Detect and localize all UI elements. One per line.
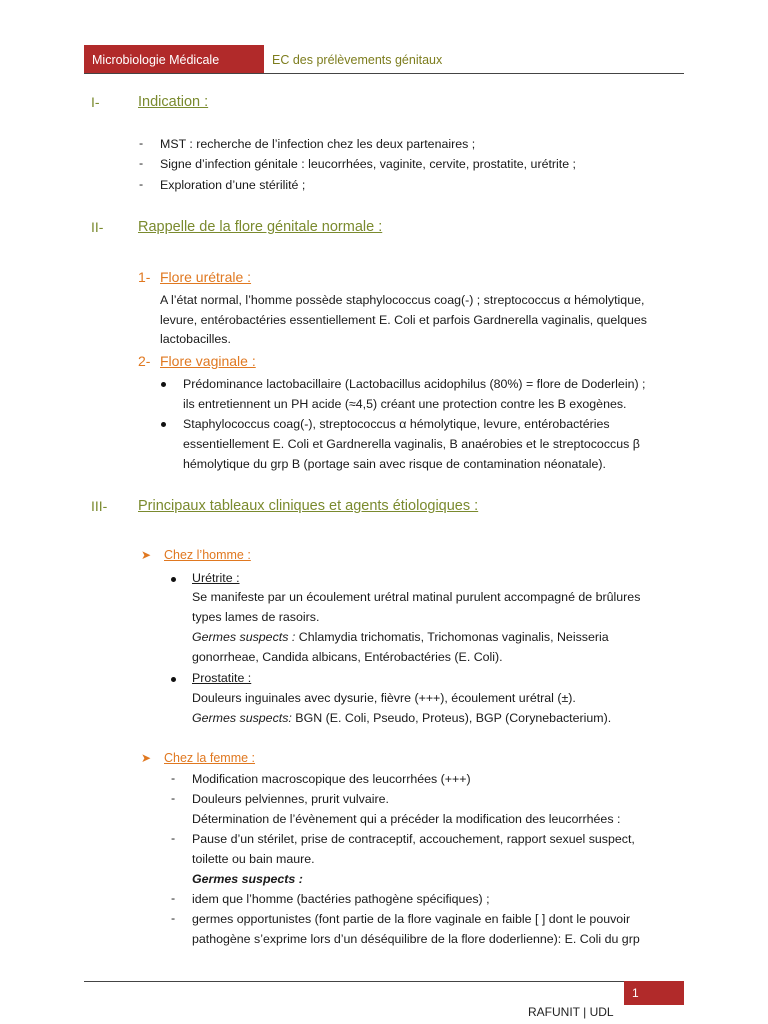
- femme-line-3: Détermination de l’évènement qui a précéder la modification des leucorrhées :: [192, 812, 621, 826]
- footer-divider: [84, 981, 684, 982]
- arrow-bullet-icon: ➤: [141, 548, 152, 562]
- page-number: 1: [624, 981, 684, 1005]
- section-2-title: Rappelle de la flore génitale normale :: [138, 219, 383, 235]
- dash-marker: -: [139, 136, 144, 150]
- flore-vaginale-bullet-2-line-3: hémolytique du grp B (portage sain avec risque de contamination néonatale).: [183, 457, 606, 471]
- femme-line-6: idem que l’homme (bactéries pathogène spécifiques) ;: [192, 892, 490, 906]
- dash-marker: -: [139, 177, 144, 191]
- dash-marker: -: [171, 911, 176, 925]
- section-3-title: Principaux tableaux cliniques et agents étiologiques :: [138, 498, 479, 514]
- prostatite-germes-line: Germes suspects: BGN (E. Coli, Pseudo, Proteus), BGP (Corynebacterium).: [192, 711, 612, 725]
- bullet-marker: [171, 577, 176, 582]
- femme-line-7: germes opportunistes (font partie de la flore vaginale en faible [ ] dont le pouvoir: [192, 912, 631, 926]
- flore-vaginale-bullet-2-line-2: essentiellement E. Coli et Gardnerella vaginalis, B anaérobies et le streptococcus β: [183, 437, 640, 451]
- arrow-bullet-icon: ➤: [141, 751, 152, 765]
- bullet-marker: [161, 422, 166, 427]
- section-1-item-3: Exploration d’une stérilité ;: [160, 178, 306, 192]
- femme-germes-label: Germes suspects :: [192, 872, 303, 886]
- femme-line-1: Modification macroscopique des leucorrhées (+++): [192, 772, 471, 786]
- bullet-marker: [171, 677, 176, 682]
- femme-line-8: pathogène s’exprime lors d’un déséquilibre de la flore doderlienne): E. Coli du grp: [192, 932, 640, 946]
- femme-line-2: Douleurs pelviennes, prurit vulvaire.: [192, 792, 389, 806]
- section-1-item-1: MST : recherche de l’infection chez les deux partenaires ;: [160, 137, 476, 151]
- section-2-number: II-: [91, 219, 104, 235]
- dash-marker: -: [139, 156, 144, 170]
- uretrite-line-1: Se manifeste par un écoulement urétral matinal purulent accompagné de brûlures: [192, 590, 641, 604]
- flore-vaginale-bullet-1-line-1: Prédominance lactobacillaire (Lactobacillus acidophilus (80%) = flore de Doderlein) ;: [183, 377, 646, 391]
- prostatite-line: Douleurs inguinales avec dysurie, fièvre (+++), écoulement urétral (±).: [192, 691, 576, 705]
- chez-homme-title: Chez l’homme :: [164, 548, 251, 562]
- header-chapter-title: EC des prélèvements génitaux: [272, 52, 443, 67]
- dash-marker: -: [171, 771, 176, 785]
- dash-marker: -: [171, 791, 176, 805]
- uretrite-title: Urétrite :: [192, 571, 240, 585]
- subsection-1-line-1: A l’état normal, l’homme possède staphylococcus coag(-) ; streptococcus α hémolytique,: [160, 293, 645, 307]
- chez-femme-title: Chez la femme :: [164, 751, 256, 765]
- bullet-marker: [161, 382, 166, 387]
- header-divider: [84, 73, 684, 74]
- subsection-1-number: 1-: [138, 269, 151, 285]
- dash-marker: -: [171, 831, 176, 845]
- section-3-number: III-: [91, 498, 108, 514]
- prostatite-title: Prostatite :: [192, 671, 252, 685]
- uretrite-line-2: types lames de rasoirs.: [192, 610, 320, 624]
- section-1-item-2: Signe d’infection génitale : leucorrhées, vaginite, cervite, prostatite, urétrite ;: [160, 157, 577, 171]
- subsection-2-title: Flore vaginale :: [160, 353, 256, 369]
- femme-line-5: toilette ou bain maure.: [192, 852, 315, 866]
- section-1-number: I-: [91, 94, 100, 110]
- subsection-2-number: 2-: [138, 353, 151, 369]
- subsection-1-title: Flore urétrale :: [160, 269, 252, 285]
- flore-vaginale-bullet-2-line-1: Staphylococcus coag(-), streptococcus α hémolytique, levure, entérobactéries: [183, 417, 610, 431]
- subsection-1-line-2: levure, entérobactéries essentiellement E. Coli et parfois Gardnerella vaginalis, quelques: [160, 313, 647, 327]
- header-course-label: Microbiologie Médicale: [84, 45, 264, 74]
- dash-marker: -: [171, 891, 176, 905]
- section-1-title: Indication :: [138, 94, 209, 110]
- uretrite-germes-line-2: gonorrheae, Candida albicans, Entérobactéries (E. Coli).: [192, 650, 503, 664]
- uretrite-germes-line-1: Germes suspects : Chlamydia trichomatis, Trichomonas vaginalis, Neisseria: [192, 630, 609, 644]
- subsection-1-line-3: lactobacilles.: [160, 332, 231, 346]
- footer-author: RAFUNIT | UDL: [528, 1005, 614, 1019]
- flore-vaginale-bullet-1-line-2: ils entretiennent un PH acide (≈4,5) créant une protection contre les B exogènes.: [183, 397, 627, 411]
- femme-line-4: Pause d’un stérilet, prise de contraceptif, accouchement, rapport sexuel suspect,: [192, 832, 635, 846]
